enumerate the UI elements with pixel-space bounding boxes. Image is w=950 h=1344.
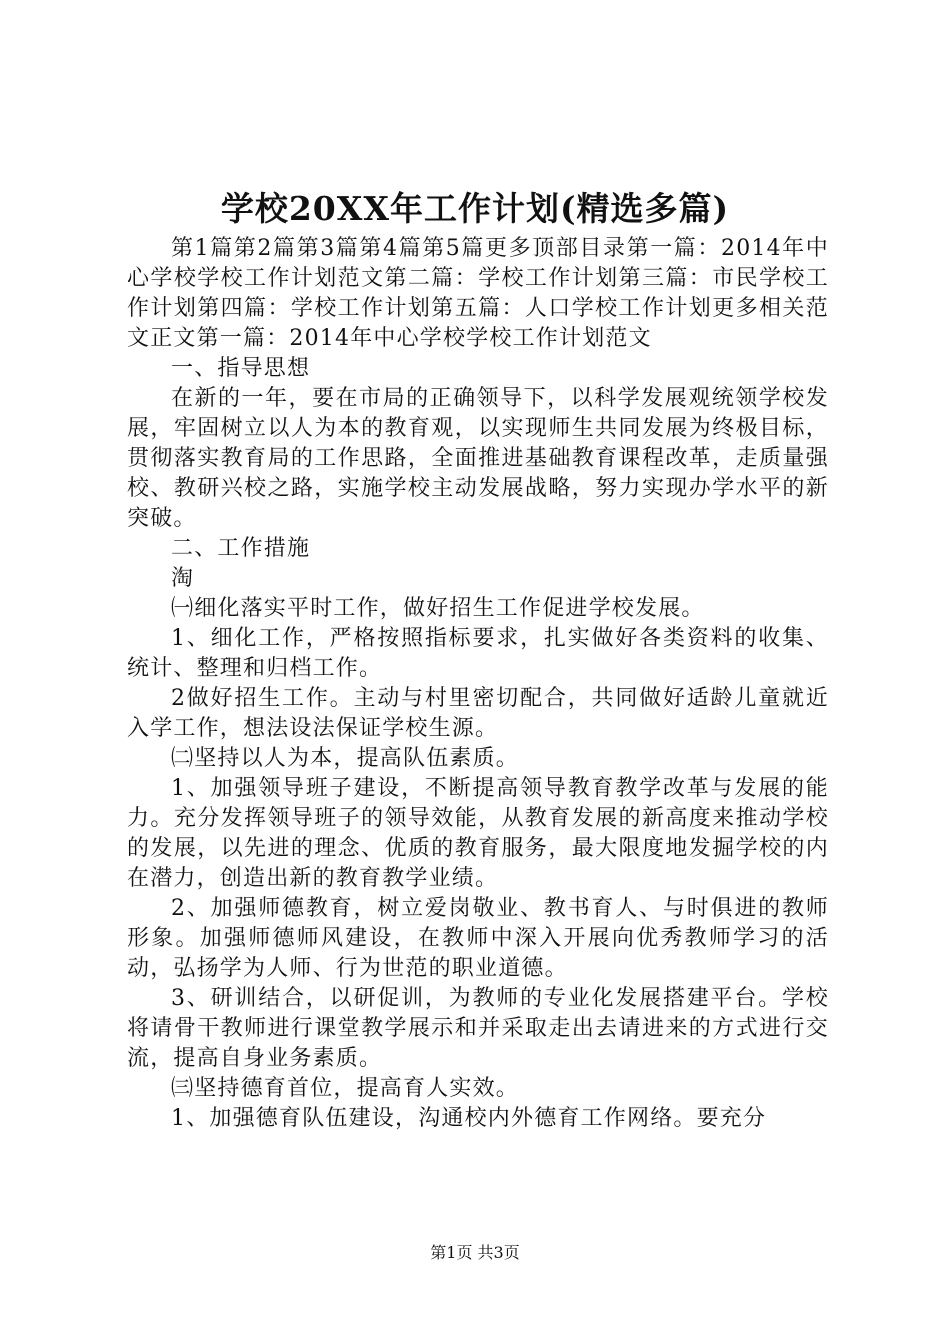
document-body: [127, 234, 829, 1134]
subheading-3: ㈢坚持德育首位，提高育人实效。: [171, 1076, 520, 1101]
paragraph-item-2-3: 3、研训结合，以研促训，为教师的专业化发展搭建平台。学校将请骨干教师进行课堂教学展示和并采取走出去请进来的方式进行交流，提高自身业务素质。: [127, 986, 829, 1071]
document-title: 学校20XX年工作计划(精选多篇): [220, 189, 730, 228]
paragraph-item-2-1: 1、加强领导班子建设，不断提高领导教育教学改革与发展的能力。充分发挥领导班子的领导效能，从教育发展的新高度来推动学校的发展，以先进的理念、优质的教育服务，最大限度地发掘学校的内在潜力，创造出新的教育教学业绩。: [127, 776, 829, 891]
heading-work-measures: 二、工作措施: [171, 536, 311, 561]
paragraph-item-3-1: 1、加强德育队伍建设，沟通校内外德育工作网络。要充分: [171, 1106, 767, 1131]
paragraph-item-1-1: 1、细化工作，严格按照指标要求，扎实做好各类资料的收集、统计、整理和归档工作。: [127, 626, 829, 681]
heading-guiding-thought: 一、指导思想: [171, 356, 311, 381]
subheading-1: ㈠细化落实平时工作，做好招生工作促进学校发展。: [171, 596, 705, 621]
paragraph-contents: 第1篇第2篇第3篇第4篇第5篇更多顶部目录第一篇：2014年中心学校学校工作计划范文第二篇：学校工作计划第三篇：市民学校工作计划第四篇：学校工作计划第五篇：人口学校工作计划更多相关范文正文第一篇：2014年中心学校学校工作计划范文: [127, 236, 829, 351]
paragraph-guiding-thought: 在新的一年，要在市局的正确领导下，以科学发展观统领学校发展，牢固树立以人为本的教育观，以实现师生共同发展为终极目标，贯彻落实教育局的工作思路，全面推进基础教育课程改革，走质量强校、教研兴校之路，实施学校主动发展战略，努力实现办学水平的新突破。: [127, 386, 829, 531]
subheading-2: ㈡坚持以人为本，提高队伍素质。: [171, 746, 520, 771]
paragraph-item-2-2: 2、加强师德教育，树立爱岗敬业、教书育人、与时俱进的教师形象。加强师德师风建设，在教师中深入开展向优秀教师学习的活动，弘扬学为人师、行为世范的职业道德。: [127, 896, 829, 981]
paragraph-item-1-2: 2做好招生工作。主动与村里密切配合，共同做好适龄儿童就近入学工作，想法设法保证学校生源。: [127, 686, 829, 741]
paragraph-stray-char: 淘: [171, 566, 195, 591]
page-footer: 第1页 共3页: [430, 1243, 520, 1262]
